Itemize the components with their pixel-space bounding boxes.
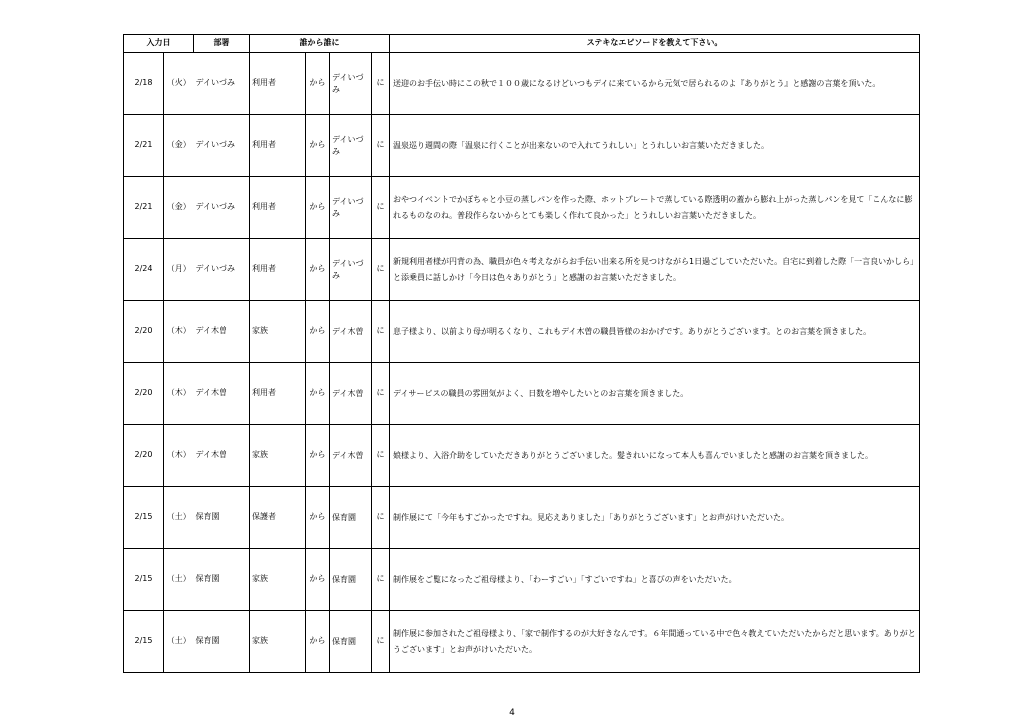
cell-episode: 娘様より、入浴介助をしていただきありがとうございました。髪きれいになって本人も喜んでいましたと感謝のお言葉を頂きました。: [390, 425, 920, 487]
cell-day-of-week: （金）: [164, 115, 194, 177]
cell-day-of-week: （土）: [164, 487, 194, 549]
episode-table: [123, 34, 920, 673]
cell-episode: 送迎のお手伝い時にこの秋で１００歳になるけどいつもデイに来ているから元気で居られるのよ『ありがとう』と感謝の言葉を頂いた。: [390, 53, 920, 115]
cell-to: デイいづみ: [330, 177, 372, 239]
cell-episode: おやつイベントでかぼちゃと小豆の蒸しパンを作った際、ホットプレートで蒸している際透明の蓋から膨れ上がった蒸しパンを見て「こんなに膨れるものなのね。普段作らないからとても楽しく作れて良かった」とうれしいお言葉いただきました。: [390, 177, 920, 239]
cell-from: 家族: [250, 425, 306, 487]
cell-kara: から: [306, 53, 330, 115]
cell-to: 保育園: [330, 487, 372, 549]
cell-from: 利用者: [250, 363, 306, 425]
cell-kara: から: [306, 487, 330, 549]
cell-kara: から: [306, 115, 330, 177]
cell-date: 2/20: [124, 363, 164, 425]
cell-from: 家族: [250, 549, 306, 611]
cell-ni: に: [372, 611, 390, 673]
cell-date: 2/15: [124, 549, 164, 611]
cell-day-of-week: （金）: [164, 177, 194, 239]
cell-day-of-week: （木）: [164, 301, 194, 363]
cell-department: デイいづみ: [194, 115, 250, 177]
cell-to: デイいづみ: [330, 239, 372, 301]
cell-day-of-week: （木）: [164, 425, 194, 487]
table-row: [124, 549, 920, 611]
cell-ni: に: [372, 487, 390, 549]
table-row: [124, 177, 920, 239]
table-row: [124, 239, 920, 301]
cell-to: デイいづみ: [330, 115, 372, 177]
cell-date: 2/24: [124, 239, 164, 301]
table-row: [124, 611, 920, 673]
cell-from: 利用者: [250, 177, 306, 239]
cell-department: デイ木曽: [194, 363, 250, 425]
header-episode: ステキなエピソードを教えて下さい。: [390, 35, 920, 53]
cell-to: デイ木曽: [330, 301, 372, 363]
cell-day-of-week: （火）: [164, 53, 194, 115]
cell-department: デイいづみ: [194, 177, 250, 239]
cell-ni: に: [372, 177, 390, 239]
page-number: 4: [509, 708, 515, 718]
cell-to: デイ木曽: [330, 363, 372, 425]
cell-day-of-week: （月）: [164, 239, 194, 301]
table-row: [124, 425, 920, 487]
cell-department: デイいづみ: [194, 53, 250, 115]
cell-department: 保育園: [194, 487, 250, 549]
table-row: [124, 487, 920, 549]
cell-day-of-week: （木）: [164, 363, 194, 425]
cell-ni: に: [372, 301, 390, 363]
cell-department: 保育園: [194, 549, 250, 611]
cell-from: 利用者: [250, 53, 306, 115]
cell-date: 2/21: [124, 177, 164, 239]
table-row: [124, 363, 920, 425]
cell-episode: 温泉巡り週間の際「温泉に行くことが出来ないので入れてうれしい」とうれしいお言葉いただきました。: [390, 115, 920, 177]
cell-episode: 制作展をご覧になったご祖母様より、「わーすごい」「すごいですね」と喜びの声をいただいた。: [390, 549, 920, 611]
cell-day-of-week: （土）: [164, 611, 194, 673]
cell-department: デイ木曽: [194, 425, 250, 487]
cell-ni: に: [372, 115, 390, 177]
cell-date: 2/20: [124, 425, 164, 487]
cell-to: 保育園: [330, 611, 372, 673]
cell-kara: から: [306, 239, 330, 301]
cell-department: デイいづみ: [194, 239, 250, 301]
cell-episode: 制作展にて「今年もすごかったですね。見応えありました」「ありがとうございます」とお声がけいただいた。: [390, 487, 920, 549]
cell-ni: に: [372, 363, 390, 425]
cell-ni: に: [372, 53, 390, 115]
cell-from: 利用者: [250, 115, 306, 177]
cell-date: 2/18: [124, 53, 164, 115]
header-date: 入力日: [124, 35, 194, 53]
cell-kara: から: [306, 177, 330, 239]
cell-from: 家族: [250, 611, 306, 673]
cell-department: デイ木曽: [194, 301, 250, 363]
cell-episode: 制作展に参加されたご祖母様より、「家で制作するのが大好きなんです。６年間通っている中で色々教えていただいたからだと思います。ありがとうございます」とお声がけいただいた。: [390, 611, 920, 673]
header-department: 部署: [194, 35, 250, 53]
cell-ni: に: [372, 239, 390, 301]
cell-date: 2/15: [124, 611, 164, 673]
cell-kara: から: [306, 611, 330, 673]
table-row: [124, 115, 920, 177]
cell-kara: から: [306, 549, 330, 611]
table-row: [124, 53, 920, 115]
cell-episode: 息子様より、以前より母が明るくなり、これもデイ木曽の職員皆様のおかげです。ありがとうございます。とのお言葉を頂きました。: [390, 301, 920, 363]
cell-ni: に: [372, 425, 390, 487]
header-who: 誰から誰に: [250, 35, 390, 53]
cell-department: 保育園: [194, 611, 250, 673]
cell-date: 2/21: [124, 115, 164, 177]
cell-to: デイ木曽: [330, 425, 372, 487]
cell-ni: に: [372, 549, 390, 611]
cell-to: 保育園: [330, 549, 372, 611]
cell-to: デイいづみ: [330, 53, 372, 115]
cell-episode: 新規利用者様が円背の為、職員が色々考えながらお手伝い出来る所を見つけながら1日過ごしていただいた。自宅に到着した際「一言良いかしら」と添乗員に話しかけ「今日は色々ありがとう」と感謝のお言葉いただきました。: [390, 239, 920, 301]
cell-kara: から: [306, 363, 330, 425]
cell-from: 保護者: [250, 487, 306, 549]
cell-kara: から: [306, 301, 330, 363]
cell-day-of-week: （土）: [164, 549, 194, 611]
cell-from: 家族: [250, 301, 306, 363]
cell-kara: から: [306, 425, 330, 487]
cell-date: 2/20: [124, 301, 164, 363]
header-row: [124, 35, 920, 53]
cell-from: 利用者: [250, 239, 306, 301]
table-row: [124, 301, 920, 363]
cell-episode: デイサービスの職員の雰囲気がよく、日数を増やしたいとのお言葉を頂きました。: [390, 363, 920, 425]
cell-date: 2/15: [124, 487, 164, 549]
